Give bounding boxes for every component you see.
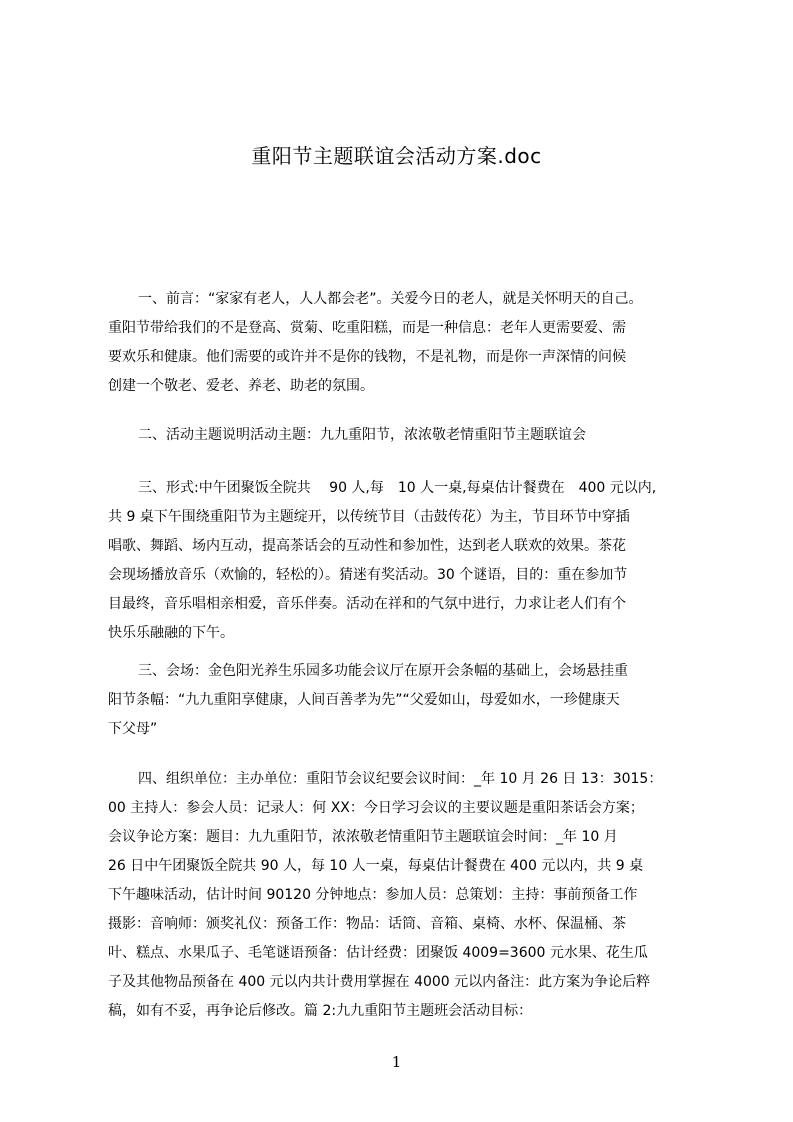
paragraph-organizer	[108, 765, 708, 1026]
text-line: 会现场播放音乐（欢愉的，轻松的）。猜迷有奖活动。30 个谜语，目的：重在参加节	[108, 567, 628, 583]
paragraph-preface	[108, 285, 708, 401]
text-line: 叶、糕点、水果瓜子、毛笔谜语预备：估计经费：团聚饭 4009=3600 元水果、花生瓜	[108, 945, 648, 961]
text-line: 摄影：音响师：颁奖礼仪：预备工作：物品：话筒、音箱、桌椅、水杯、保温桶、茶	[108, 916, 626, 932]
text-line: 二、活动主题说明活动主题：九九重阳节，浓浓敬老情重阳节主题联谊会	[138, 427, 586, 443]
text-line: 子及其他物品预备在 400 元以内共计费用掌握在 4000 元以内备注：此方案为争论后粹	[108, 974, 651, 990]
page-number: 1	[391, 1053, 402, 1071]
text-line: 会议争论方案：题目：九九重阳节，浓浓敬老情重阳节主题联谊会时间：_年 10 月	[108, 829, 618, 845]
text-line: 共 9 桌下午围绕重阳节为主题绽开，以传统节目（击鼓传花）为主，节目环节中穿插	[108, 509, 630, 525]
text-line: 要欢乐和健康。他们需要的或许并不是你的钱物，不是礼物，而是你一声深情的问候	[108, 349, 626, 365]
text-line: 阳节条幅：“九九重阳享健康，人间百善孝为先”“父爱如山，母爱如水，一珍健康天	[108, 692, 620, 708]
text-line: 下父母”	[108, 721, 158, 737]
text-line: 三、形式:中午团聚饭全院共 90 人,每 10 人一桌,每桌估计餐费在 400 元以内,	[138, 480, 657, 496]
text-line: 重阳节带给我们的不是登高、赏菊、吃重阳糕，而是一种信息：老年人更需要爱、需	[108, 320, 626, 336]
text-line: 快乐乐融融的下午。	[108, 625, 234, 641]
text-line: 四、组织单位：主办单位：重阳节会议纪要会议时间：_年 10 月 26 日 13：3015：	[138, 771, 663, 787]
text-line: 00 主持人：参会人员：记录人：何 XX：今日学习会议的主要议题是重阳茶话会方案；	[108, 800, 644, 816]
document-title: 重阳节主题联谊会活动方案.doc	[251, 144, 542, 168]
text-line: 26 日中午团聚饭全院共 90 人，每 10 人一桌，每桌估计餐费在 400 元以内，共 9 桌	[108, 858, 644, 874]
paragraph-format	[108, 474, 708, 648]
paragraph-venue	[108, 657, 708, 744]
text-line: 稿，如有不妥，再争论后修改。篇 2:九九重阳节主题班会活动目标：	[108, 1003, 533, 1019]
paragraph-theme	[108, 421, 708, 450]
text-line: 一、前言：“家家有老人，人人都会老”。关爱今日的老人，就是关怀明天的自己。	[138, 291, 643, 307]
text-line: 唱歌、舞蹈、场内互动，提高茶话会的互动性和参加性，达到老人联欢的效果。茶花	[108, 538, 626, 554]
text-line: 下午趣味活动，估计时间 90120 分钟地点：参加人员：总策划：主持：事前预备工作	[108, 887, 638, 903]
text-line: 目最终，音乐唱相亲相爱，音乐伴奏。活动在祥和的气氛中进行，力求让老人们有个	[108, 596, 626, 612]
text-line: 三、会场：金色阳光养生乐园多功能会议厅在原开会条幅的基础上，会场悬挂重	[138, 663, 628, 679]
text-line: 创建一个敬老、爱老、养老、助老的氛围。	[108, 378, 374, 394]
